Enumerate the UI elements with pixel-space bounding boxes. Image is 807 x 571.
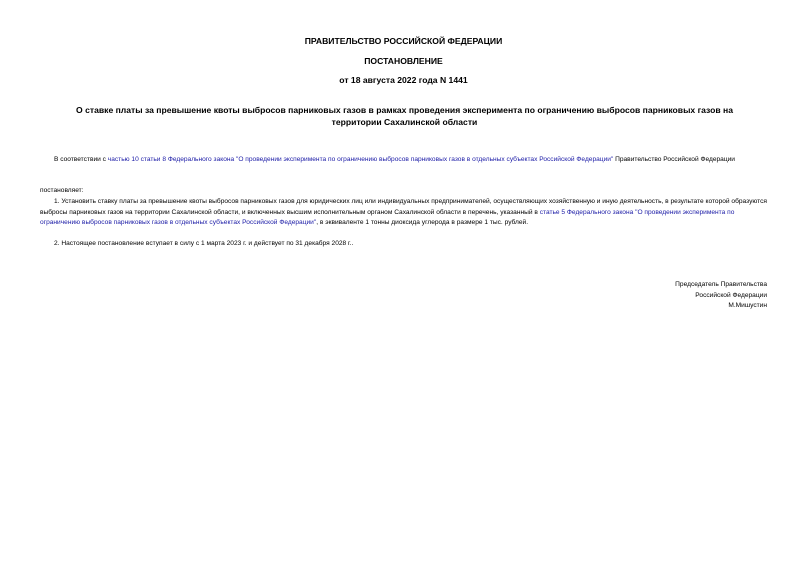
signature-position-line-1: Председатель Правительства [675,281,767,288]
signature-block [675,280,767,312]
preamble-paragraph [40,155,770,166]
clause-1-paragraph [40,197,770,229]
law-article-10-link[interactable]: частью 10 статьи 8 Федерального закона "О проведении эксперимента по ограничению выбросов парниковых газов в отдельных субъектах Российской Федерации" [107,156,614,163]
law-article-5-link[interactable]: статье 5 Федерального закона "О проведении эксперимента по ограничению выбросов парниковых газов в отдельных субъектах Российской Федерации" [40,208,735,226]
document-title: О ставке платы за превышение квоты выбросов парниковых газов в рамках проведения эксперимента по ограничению выбросов парниковых газов на территории Сахалинской области [76,105,733,127]
signature-name: М.Мишустин [728,302,767,309]
document-date-number: от 18 августа 2022 года N 1441 [339,75,468,85]
clause-1-prefix: 1. Установить ставку платы за превышение квоты выбросов парниковых газов для юридических лиц или индивидуальных предпринимателей, осуществляющих хозяйственную и иную деятельность, в результате которой образуются выбросы парниковых газов на территории Сахалинской области, и включенных высшим исполнительным органом Сахалинской области в перечень, указанный в [40,198,767,216]
document-type-heading: ПОСТАНОВЛЕНИЕ [364,56,443,66]
clause-1-suffix: , в эквиваленте 1 тонны диоксида углерода в размере 1 тыс. рублей. [316,219,529,226]
preamble-prefix: В соответствии с [54,156,108,163]
government-heading: ПРАВИТЕЛЬСТВО РОССИЙСКОЙ ФЕДЕРАЦИИ [304,36,503,46]
clause-2-paragraph: 2. Настоящее постановление вступает в силу с 1 марта 2023 г. и действует по 31 декабря 2028 г.. [54,240,354,247]
signature-position-line-2: Российской Федерации [695,291,767,299]
resolves-label: постановляет: [40,187,84,194]
preamble-suffix: Правительство Российской Федерации [613,156,735,163]
